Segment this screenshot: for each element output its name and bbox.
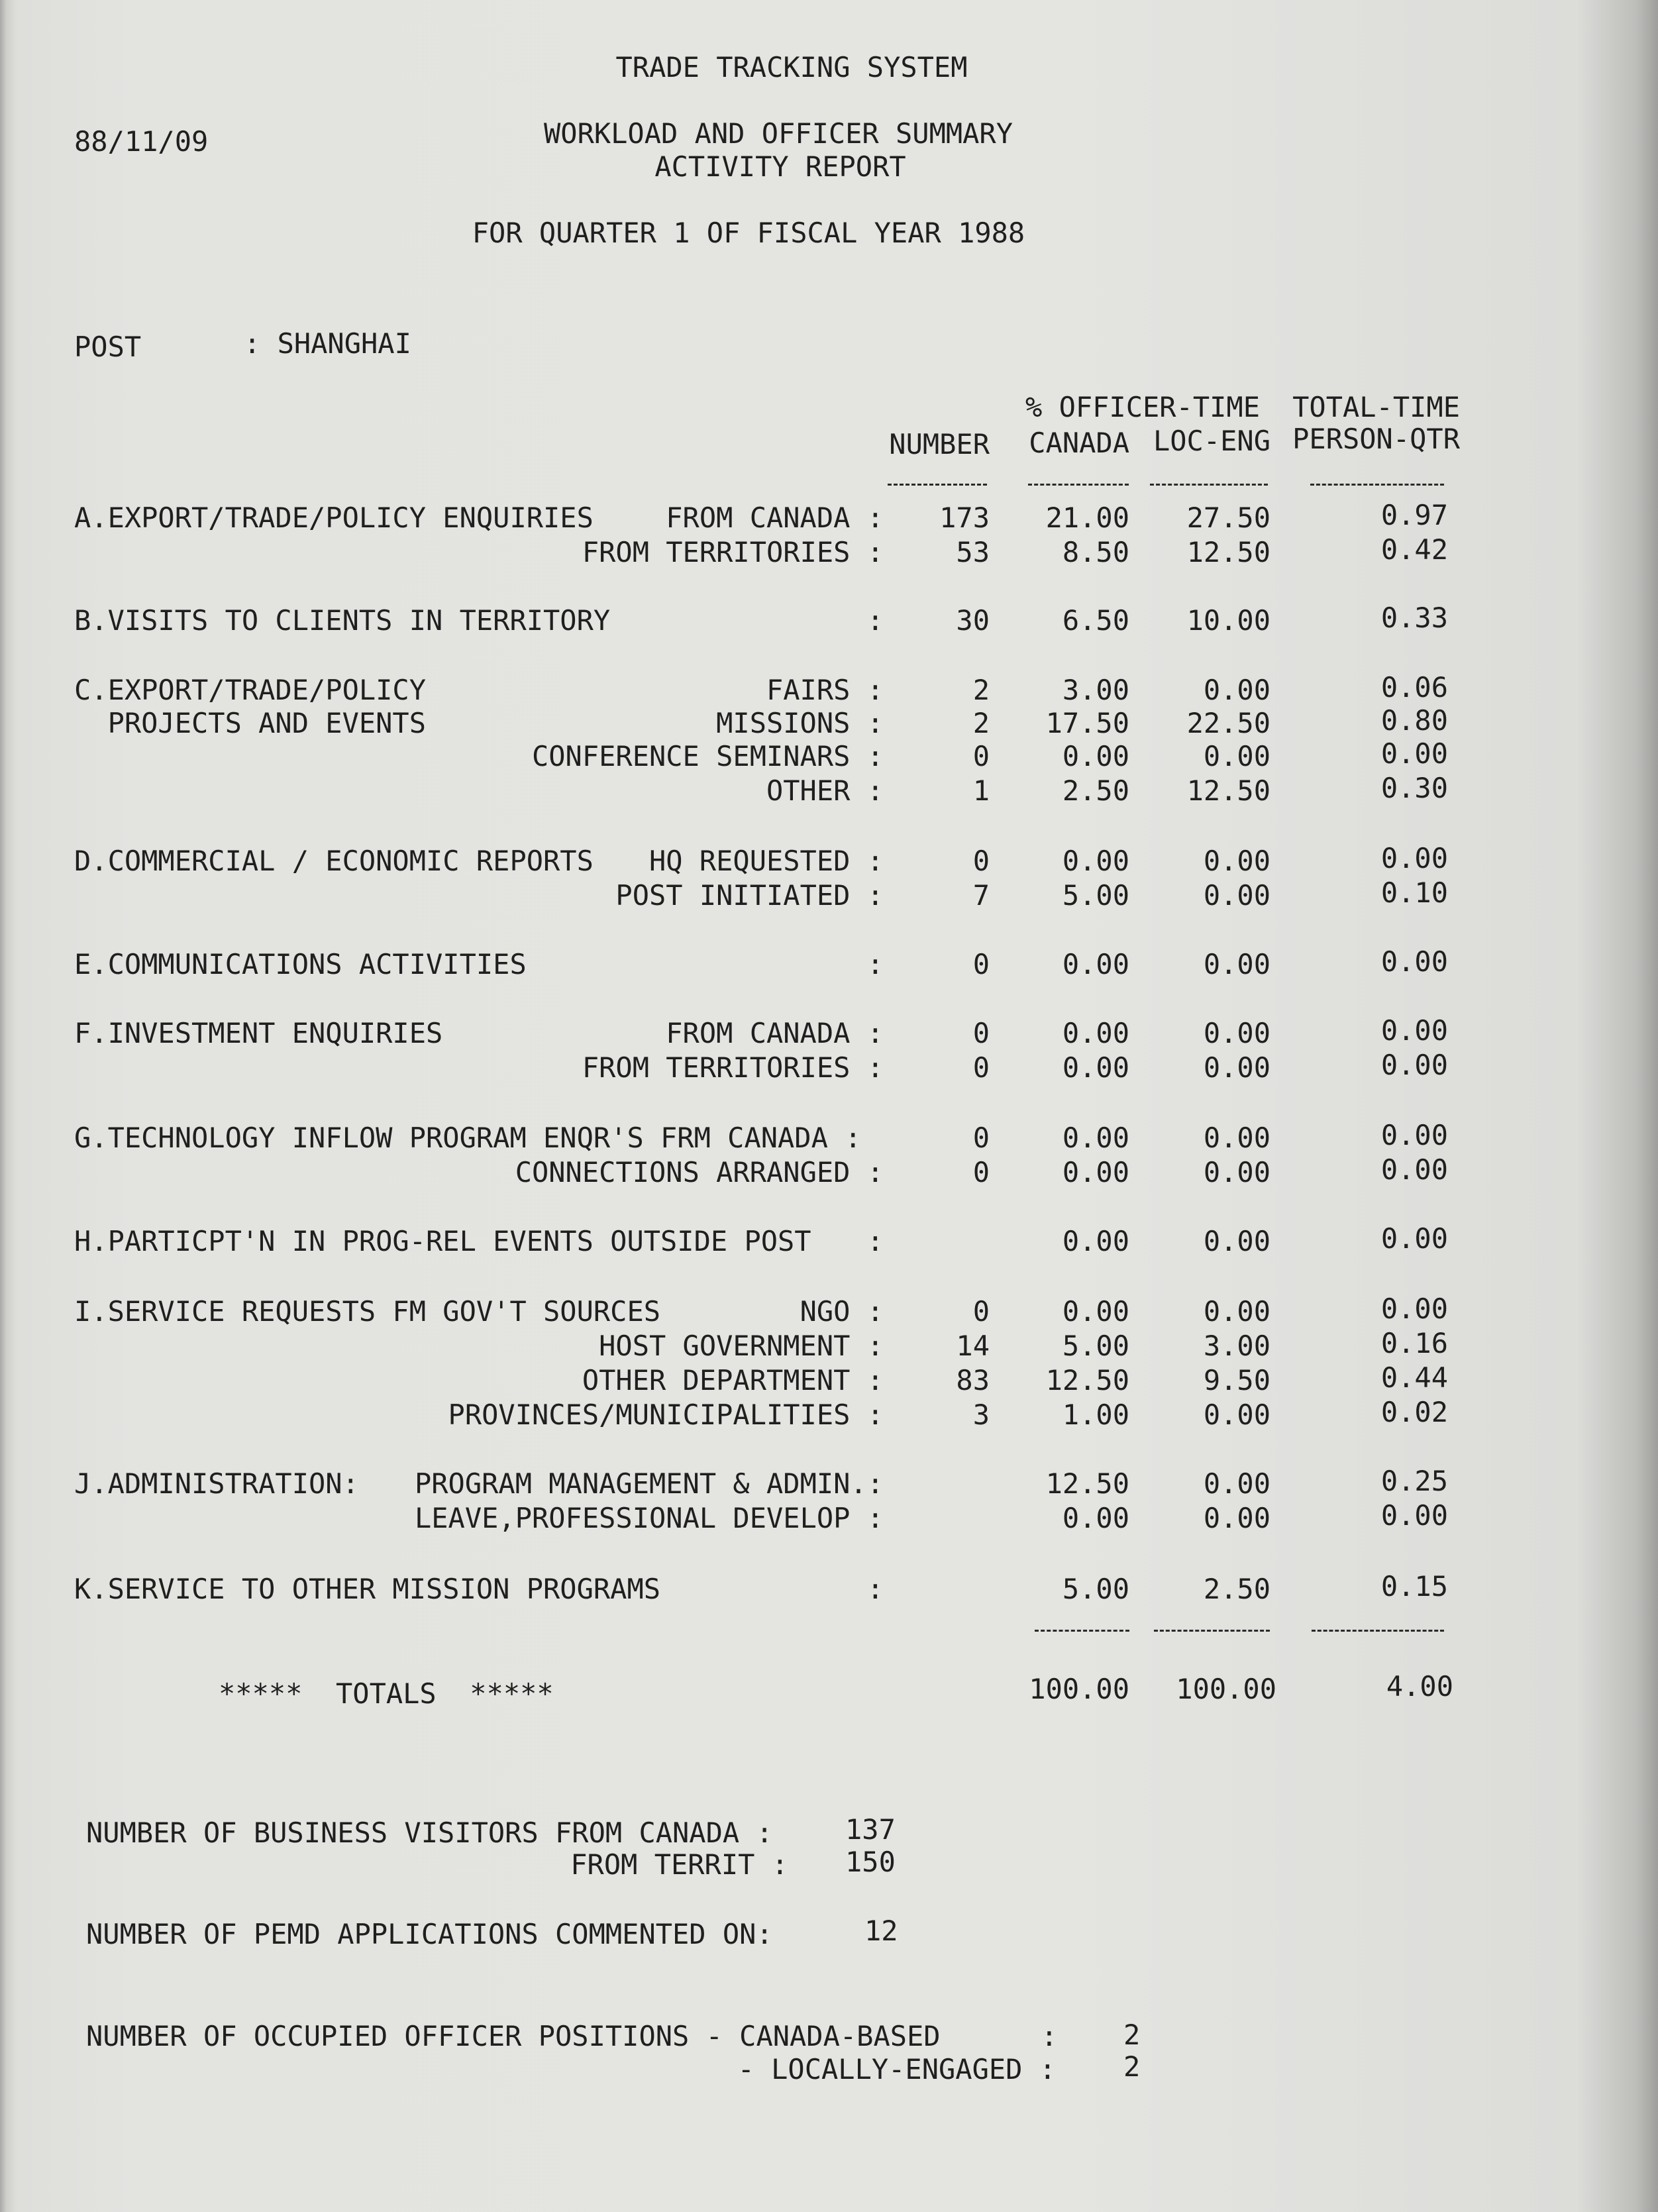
row-person-qtr: 0.25 <box>1380 1465 1448 1497</box>
row-subcategory: FAIRS : <box>766 674 884 706</box>
row-category: PROJECTS AND EVENTS <box>74 707 427 739</box>
report-date: 88/11/09 <box>74 125 209 158</box>
row-person-qtr: 0.15 <box>1380 1570 1448 1603</box>
col-heading-total-time: TOTAL-TIME <box>1292 391 1460 423</box>
row-number: 0 <box>972 845 990 877</box>
row-loc-eng-pct: 0.00 <box>1203 948 1270 980</box>
row-loc-eng-pct: 0.00 <box>1203 1017 1270 1049</box>
positions-local-label: - LOCALLY-ENGAGED : <box>737 2053 1056 2085</box>
row-subcategory: PROGRAM MANAGEMENT & ADMIN.: <box>414 1467 884 1500</box>
totals-label: ***** TOTALS ***** <box>219 1677 554 1710</box>
row-category: C.EXPORT/TRADE/POLICY <box>74 674 427 706</box>
visitors-territ-value: 150 <box>845 1846 896 1878</box>
row-number: 83 <box>956 1364 990 1396</box>
post-value: : SHANGHAI <box>244 327 411 360</box>
row-person-qtr: 0.00 <box>1380 1119 1448 1151</box>
pemd-label: NUMBER OF PEMD APPLICATIONS COMMENTED ON: <box>86 1918 773 1950</box>
row-loc-eng-pct: 0.00 <box>1203 674 1270 706</box>
visitors-territ-label: FROM TERRIT : <box>570 1848 788 1881</box>
row-person-qtr: 0.00 <box>1380 1292 1448 1325</box>
col-heading-number: NUMBER <box>889 428 990 460</box>
heading-rule-canada <box>1028 484 1129 486</box>
system-title: TRADE TRACKING SYSTEM <box>615 51 968 83</box>
row-loc-eng-pct: 0.00 <box>1203 879 1270 912</box>
row-loc-eng-pct: 0.00 <box>1203 740 1270 772</box>
row-person-qtr: 0.00 <box>1380 1499 1448 1532</box>
row-number: 0 <box>972 740 990 772</box>
row-loc-eng-pct: 0.00 <box>1203 1467 1270 1500</box>
row-subcategory: NGO : <box>800 1295 884 1328</box>
row-canada-pct: 0.00 <box>1062 1156 1129 1188</box>
row-loc-eng-pct: 9.50 <box>1203 1364 1270 1396</box>
row-canada-pct: 0.00 <box>1062 1017 1129 1049</box>
row-person-qtr: 0.00 <box>1380 737 1448 770</box>
row-category: B.VISITS TO CLIENTS IN TERRITORY <box>74 604 611 637</box>
heading-rule-person-qtr <box>1310 484 1444 486</box>
row-subcategory: LEAVE,PROFESSIONAL DEVELOP : <box>414 1502 884 1534</box>
row-person-qtr: 0.06 <box>1380 671 1448 704</box>
row-loc-eng-pct: 0.00 <box>1203 1398 1270 1431</box>
row-subcategory: : <box>866 1225 884 1257</box>
row-person-qtr: 0.00 <box>1380 842 1448 874</box>
row-subcategory: FROM CANADA : <box>666 501 884 534</box>
row-canada-pct: 0.00 <box>1062 1295 1129 1328</box>
row-subcategory: FROM TERRITORIES : <box>582 536 884 568</box>
row-subcategory: : <box>866 948 884 980</box>
row-canada-pct: 5.00 <box>1062 1573 1129 1605</box>
row-category: G.TECHNOLOGY INFLOW PROGRAM ENQR'S FRM CANADA : <box>74 1122 862 1154</box>
row-loc-eng-pct: 0.00 <box>1203 1122 1270 1154</box>
row-subcategory: OTHER DEPARTMENT : <box>582 1364 884 1396</box>
row-person-qtr: 0.00 <box>1380 1049 1448 1081</box>
row-loc-eng-pct: 10.00 <box>1186 604 1270 637</box>
positions-local-value: 2 <box>1123 2050 1141 2083</box>
row-category: E.COMMUNICATIONS ACTIVITIES <box>74 948 527 980</box>
col-heading-officer-time: % OFFICER-TIME <box>1025 391 1261 423</box>
row-number: 30 <box>956 604 990 637</box>
row-subcategory: PROVINCES/MUNICIPALITIES : <box>448 1398 884 1431</box>
row-person-qtr: 0.00 <box>1380 1153 1448 1186</box>
row-subcategory: HOST GOVERNMENT : <box>599 1330 884 1362</box>
row-loc-eng-pct: 0.00 <box>1203 1502 1270 1534</box>
row-number: 53 <box>956 536 990 568</box>
visitors-canada-label: NUMBER OF BUSINESS VISITORS FROM CANADA : <box>86 1817 773 1849</box>
row-canada-pct: 0.00 <box>1062 948 1129 980</box>
row-category: J.ADMINISTRATION: <box>74 1467 359 1500</box>
col-heading-canada: CANADA <box>1029 427 1129 459</box>
row-subcategory: FROM CANADA : <box>666 1017 884 1049</box>
row-person-qtr: 0.30 <box>1380 772 1448 804</box>
row-category: H.PARTICPT'N IN PROG-REL EVENTS OUTSIDE POST <box>74 1225 811 1257</box>
row-category: A.EXPORT/TRADE/POLICY ENQUIRIES <box>74 501 594 534</box>
row-number: 0 <box>972 948 990 980</box>
row-subcategory: OTHER : <box>766 774 884 807</box>
row-person-qtr: 0.33 <box>1380 602 1448 634</box>
row-canada-pct: 0.00 <box>1062 1225 1129 1257</box>
row-subcategory: POST INITIATED : <box>615 879 884 912</box>
heading-rule-loc-eng <box>1150 484 1268 486</box>
row-person-qtr: 0.10 <box>1380 876 1448 909</box>
row-canada-pct: 6.50 <box>1062 604 1129 637</box>
row-person-qtr: 0.02 <box>1380 1396 1448 1428</box>
row-canada-pct: 0.00 <box>1062 1122 1129 1154</box>
row-canada-pct: 5.00 <box>1062 879 1129 912</box>
post-label: POST <box>74 331 142 363</box>
row-loc-eng-pct: 27.50 <box>1186 501 1270 534</box>
row-number: 1 <box>972 774 990 807</box>
row-number: 0 <box>972 1122 990 1154</box>
fiscal-quarter: FOR QUARTER 1 OF FISCAL YEAR 1988 <box>472 217 1025 249</box>
row-canada-pct: 2.50 <box>1062 774 1129 807</box>
row-person-qtr: 0.16 <box>1380 1327 1448 1359</box>
row-number: 0 <box>972 1295 990 1328</box>
row-category: K.SERVICE TO OTHER MISSION PROGRAMS <box>74 1573 661 1605</box>
row-loc-eng-pct: 0.00 <box>1203 1051 1270 1084</box>
row-canada-pct: 12.50 <box>1045 1364 1129 1396</box>
row-number: 173 <box>939 501 990 534</box>
pemd-value: 12 <box>864 1915 898 1947</box>
positions-canada-value: 2 <box>1123 2019 1141 2051</box>
row-number: 0 <box>972 1156 990 1188</box>
row-canada-pct: 3.00 <box>1062 674 1129 706</box>
row-loc-eng-pct: 12.50 <box>1186 536 1270 568</box>
row-person-qtr: 0.80 <box>1380 704 1448 737</box>
row-subcategory: MISSIONS : <box>716 707 884 739</box>
row-loc-eng-pct: 0.00 <box>1203 1225 1270 1257</box>
row-canada-pct: 0.00 <box>1062 740 1129 772</box>
row-number: 7 <box>972 879 990 912</box>
totals-rule-person-qtr <box>1312 1630 1444 1632</box>
row-category: F.INVESTMENT ENQUIRIES <box>74 1017 443 1049</box>
row-number: 14 <box>956 1330 990 1362</box>
row-number: 0 <box>972 1051 990 1084</box>
report-title: WORKLOAD AND OFFICER SUMMARY <box>543 117 1013 150</box>
row-number: 0 <box>972 1017 990 1049</box>
totals-person-qtr: 4.00 <box>1386 1670 1453 1703</box>
totals-loc-eng: 100.00 <box>1176 1673 1276 1705</box>
row-person-qtr: 0.00 <box>1380 1014 1448 1047</box>
row-subcategory: CONFERENCE SEMINARS : <box>531 740 884 772</box>
row-loc-eng-pct: 0.00 <box>1203 845 1270 877</box>
positions-canada-label: NUMBER OF OCCUPIED OFFICER POSITIONS - CANADA-BASED : <box>86 2020 1058 2052</box>
row-canada-pct: 21.00 <box>1045 501 1129 534</box>
row-number: 2 <box>972 674 990 706</box>
row-person-qtr: 0.44 <box>1380 1361 1448 1394</box>
row-canada-pct: 17.50 <box>1045 707 1129 739</box>
row-number: 2 <box>972 707 990 739</box>
row-person-qtr: 0.00 <box>1380 945 1448 978</box>
row-canada-pct: 1.00 <box>1062 1398 1129 1431</box>
col-heading-person-qtr: PERSON-QTR <box>1292 423 1460 455</box>
totals-rule-canada <box>1035 1630 1129 1632</box>
row-loc-eng-pct: 22.50 <box>1186 707 1270 739</box>
col-heading-loc-eng: LOC-ENG <box>1153 425 1270 457</box>
row-person-qtr: 0.42 <box>1380 533 1448 566</box>
report-subtitle: ACTIVITY REPORT <box>654 150 906 183</box>
row-loc-eng-pct: 3.00 <box>1203 1330 1270 1362</box>
heading-rule-number <box>888 484 987 486</box>
row-subcategory: : <box>866 604 884 637</box>
row-number: 3 <box>972 1398 990 1431</box>
row-loc-eng-pct: 12.50 <box>1186 774 1270 807</box>
row-canada-pct: 0.00 <box>1062 1502 1129 1534</box>
row-canada-pct: 12.50 <box>1045 1467 1129 1500</box>
row-loc-eng-pct: 0.00 <box>1203 1156 1270 1188</box>
totals-rule-loc-eng <box>1154 1630 1270 1632</box>
row-loc-eng-pct: 2.50 <box>1203 1573 1270 1605</box>
row-category: I.SERVICE REQUESTS FM GOV'T SOURCES <box>74 1295 661 1328</box>
row-person-qtr: 0.97 <box>1380 499 1448 531</box>
row-person-qtr: 0.00 <box>1380 1222 1448 1255</box>
row-subcategory: FROM TERRITORIES : <box>582 1051 884 1084</box>
row-subcategory: CONNECTIONS ARRANGED : <box>515 1156 884 1188</box>
row-subcategory: : <box>866 1573 884 1605</box>
row-canada-pct: 8.50 <box>1062 536 1129 568</box>
totals-canada: 100.00 <box>1029 1673 1129 1705</box>
row-canada-pct: 0.00 <box>1062 845 1129 877</box>
row-subcategory: HQ REQUESTED : <box>648 845 884 877</box>
row-category: D.COMMERCIAL / ECONOMIC REPORTS <box>74 845 594 877</box>
row-canada-pct: 5.00 <box>1062 1330 1129 1362</box>
visitors-canada-value: 137 <box>845 1813 896 1846</box>
row-loc-eng-pct: 0.00 <box>1203 1295 1270 1328</box>
row-canada-pct: 0.00 <box>1062 1051 1129 1084</box>
